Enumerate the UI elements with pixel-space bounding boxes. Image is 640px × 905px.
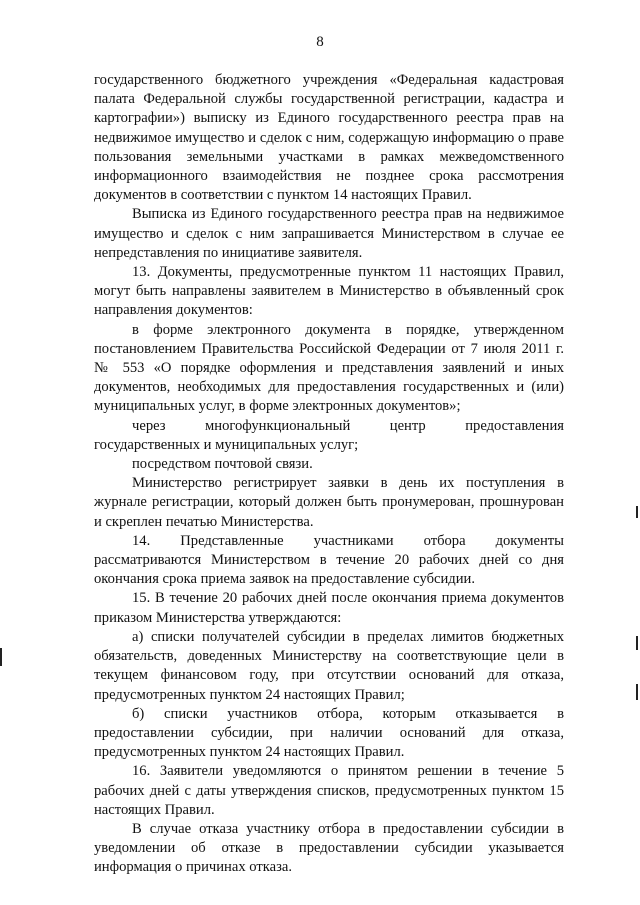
document-body [94, 71, 564, 878]
list-item-postal: посредством почтовой связи. [132, 456, 313, 473]
paragraph-16: 16. Заявители уведомляются о принятом решении в течение 5 рабочих дней с даты утверждения списков, предусмотренных пунктом 15 настоящих Правил. [94, 763, 564, 818]
list-item-mfc: через многофункциональный центр предоставления государственных и муниципальных услуг; [94, 417, 564, 453]
scan-edge-mark [636, 636, 638, 650]
paragraph-refusal: В случае отказа участнику отбора в предоставлении субсидии в уведомлении об отказе в предоставлении субсидии указывается информация о причинах отказа. [94, 820, 564, 876]
paragraph-extract-request: Выписка из Единого государственного реестра прав на недвижимое имущество и сделок с ним запрашивается Министерством в случае ее непредставления по инициативе заявителя. [94, 206, 564, 261]
scan-edge-mark [636, 684, 638, 700]
list-item-b: б) списки участников отбора, которым отказывается в предоставлении субсидии, при наличии оснований для отказа, предусмотренных пунктом 24 настоящих Правил. [94, 705, 564, 761]
list-item-a: а) списки получателей субсидии в пределах лимитов бюджетных обязательств, доведенных Министерству на соответствующие цели в текущем финансовом году, при отсутствии оснований для отказа, предусмотренных пунктом 24 настоящих Правил; [94, 628, 564, 703]
scan-edge-mark [0, 648, 2, 666]
scan-edge-mark [636, 506, 638, 518]
paragraph-13: 13. Документы, предусмотренные пунктом 11 настоящих Правил, могут быть направлены заявителем в Министерство в объявленный срок направления документов: [94, 264, 564, 319]
paragraph-14: 14. Представленные участниками отбора документы рассматриваются Министерством в течение 20 рабочих дней со дня окончания срока приема заявок на предоставление субсидии. [94, 532, 564, 588]
paragraph-continuation: государственного бюджетного учреждения «Федеральная кадастровая палата Федеральной службы государственной регистрации, кадастра и картографии») выписку из Единого государственного реестра прав на недвижимое имущество и сделок с ним, содержащую информацию о праве пользования земельными участками в рамках межведомственного информационного взаимодействия не позднее срока рассмотрения документов в соответствии с пунктом 14 настоящих Правил. [94, 72, 564, 204]
paragraph-registration: Министерство регистрирует заявки в день их поступления в журнале регистрации, который должен быть пронумерован, прошнурован и скреплен печатью Министерства. [94, 475, 564, 530]
list-item-electronic-form: в форме электронного документа в порядке, утвержденном постановлением Правительства Российской Федерации от 7 июля 2011 г. № 553 «О порядке оформления и представления заявлений и иных документов, необходимых для предоставления государственных и (или) муниципальных услуг, в форме электронных документов»; [94, 321, 564, 415]
page-number: 8 [316, 34, 324, 50]
paragraph-15: 15. В течение 20 рабочих дней после окончания приема документов приказом Министерства утверждаются: [94, 590, 564, 626]
